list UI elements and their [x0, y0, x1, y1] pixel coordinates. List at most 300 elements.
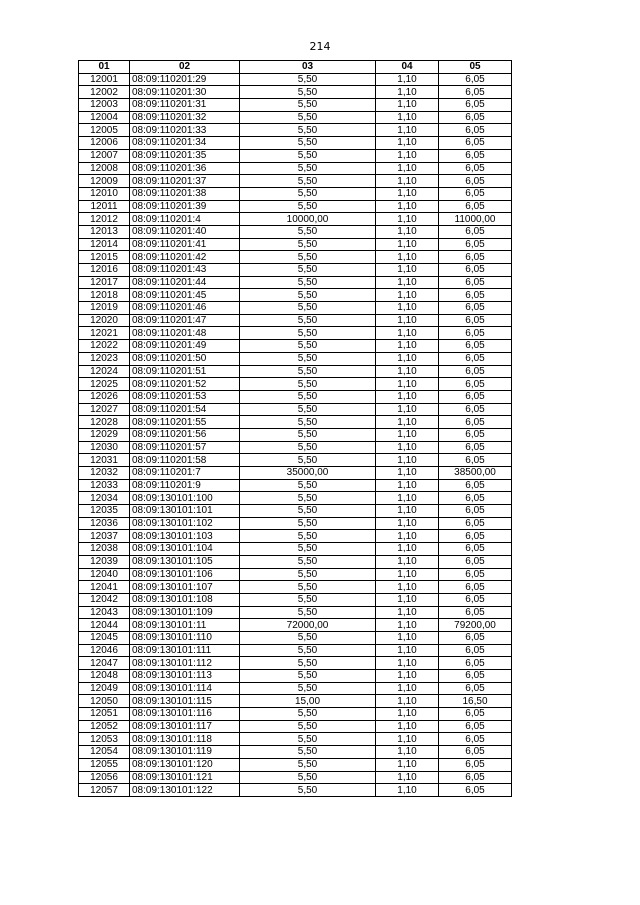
coefficient-cell: 1,10 — [376, 149, 439, 162]
total-cell: 6,05 — [439, 162, 512, 175]
coefficient-cell: 1,10 — [376, 644, 439, 657]
coefficient-cell: 1,10 — [376, 251, 439, 264]
coefficient-cell: 1,10 — [376, 517, 439, 530]
row-number-cell: 12022 — [79, 340, 130, 353]
cadastral-number-cell: 08:09:110201:50 — [130, 352, 240, 365]
row-number-cell: 12026 — [79, 390, 130, 403]
coefficient-cell: 1,10 — [376, 86, 439, 99]
row-number-cell: 12016 — [79, 264, 130, 277]
row-number-cell: 12020 — [79, 314, 130, 327]
value-cell: 5,50 — [240, 365, 376, 378]
table-row — [79, 720, 512, 733]
total-cell: 6,05 — [439, 73, 512, 86]
column-header-01: 01 — [79, 61, 130, 74]
table-row — [79, 555, 512, 568]
row-number-cell: 12041 — [79, 581, 130, 594]
value-cell: 5,50 — [240, 162, 376, 175]
cadastral-number-cell: 08:09:110201:57 — [130, 441, 240, 454]
table-row — [79, 390, 512, 403]
total-cell: 6,05 — [439, 568, 512, 581]
table-row — [79, 365, 512, 378]
total-cell: 6,05 — [439, 340, 512, 353]
row-number-cell: 12027 — [79, 403, 130, 416]
total-cell: 6,05 — [439, 416, 512, 429]
value-cell: 5,50 — [240, 149, 376, 162]
row-number-cell: 12001 — [79, 73, 130, 86]
total-cell: 6,05 — [439, 505, 512, 518]
table-row — [79, 302, 512, 315]
table-row — [79, 746, 512, 759]
row-number-cell: 12013 — [79, 225, 130, 238]
table-row — [79, 200, 512, 213]
row-number-cell: 12004 — [79, 111, 130, 124]
row-number-cell: 12050 — [79, 695, 130, 708]
coefficient-cell: 1,10 — [376, 454, 439, 467]
cadastral-number-cell: 08:09:110201:45 — [130, 289, 240, 302]
coefficient-cell: 1,10 — [376, 428, 439, 441]
total-cell: 6,05 — [439, 581, 512, 594]
value-cell: 5,50 — [240, 505, 376, 518]
coefficient-cell: 1,10 — [376, 670, 439, 683]
value-cell: 5,50 — [240, 238, 376, 251]
value-cell: 5,50 — [240, 720, 376, 733]
row-number-cell: 12038 — [79, 543, 130, 556]
coefficient-cell: 1,10 — [376, 606, 439, 619]
coefficient-cell: 1,10 — [376, 784, 439, 797]
coefficient-cell: 1,10 — [376, 99, 439, 112]
cadastral-number-cell: 08:09:110201:4 — [130, 213, 240, 226]
table-row — [79, 467, 512, 480]
value-cell: 5,50 — [240, 568, 376, 581]
row-number-cell: 12007 — [79, 149, 130, 162]
table-row — [79, 289, 512, 302]
value-cell: 72000,00 — [240, 619, 376, 632]
value-cell: 5,50 — [240, 276, 376, 289]
cadastral-number-cell: 08:09:110201:30 — [130, 86, 240, 99]
value-cell: 5,50 — [240, 352, 376, 365]
value-cell: 5,50 — [240, 657, 376, 670]
cadastral-number-cell: 08:09:130101:112 — [130, 657, 240, 670]
table-row — [79, 479, 512, 492]
total-cell: 6,05 — [439, 200, 512, 213]
table-row — [79, 124, 512, 137]
row-number-cell: 12032 — [79, 467, 130, 480]
cadastral-number-cell: 08:09:130101:118 — [130, 733, 240, 746]
total-cell: 6,05 — [439, 289, 512, 302]
table-row — [79, 441, 512, 454]
table-row — [79, 670, 512, 683]
row-number-cell: 12010 — [79, 187, 130, 200]
row-number-cell: 12030 — [79, 441, 130, 454]
total-cell: 6,05 — [439, 111, 512, 124]
coefficient-cell: 1,10 — [376, 467, 439, 480]
row-number-cell: 12042 — [79, 593, 130, 606]
cadastral-number-cell: 08:09:110201:40 — [130, 225, 240, 238]
total-cell: 6,05 — [439, 86, 512, 99]
coefficient-cell: 1,10 — [376, 733, 439, 746]
cadastral-number-cell: 08:09:130101:103 — [130, 530, 240, 543]
value-cell: 5,50 — [240, 73, 376, 86]
table-row — [79, 708, 512, 721]
row-number-cell: 12033 — [79, 479, 130, 492]
total-cell: 6,05 — [439, 631, 512, 644]
table-row — [79, 73, 512, 86]
table-row — [79, 187, 512, 200]
row-number-cell: 12054 — [79, 746, 130, 759]
cadastral-number-cell: 08:09:110201:37 — [130, 175, 240, 188]
coefficient-cell: 1,10 — [376, 390, 439, 403]
row-number-cell: 12036 — [79, 517, 130, 530]
coefficient-cell: 1,10 — [376, 403, 439, 416]
total-cell: 6,05 — [439, 784, 512, 797]
cadastral-number-cell: 08:09:110201:52 — [130, 378, 240, 391]
coefficient-cell: 1,10 — [376, 276, 439, 289]
total-cell: 6,05 — [439, 543, 512, 556]
total-cell: 6,05 — [439, 251, 512, 264]
row-number-cell: 12037 — [79, 530, 130, 543]
total-cell: 6,05 — [439, 644, 512, 657]
coefficient-cell: 1,10 — [376, 505, 439, 518]
total-cell: 6,05 — [439, 187, 512, 200]
value-cell: 5,50 — [240, 99, 376, 112]
cadastral-number-cell: 08:09:130101:111 — [130, 644, 240, 657]
table-row — [79, 251, 512, 264]
cadastral-number-cell: 08:09:130101:113 — [130, 670, 240, 683]
cadastral-number-cell: 08:09:110201:47 — [130, 314, 240, 327]
table-row — [79, 492, 512, 505]
coefficient-cell: 1,10 — [376, 340, 439, 353]
coefficient-cell: 1,10 — [376, 352, 439, 365]
total-cell: 6,05 — [439, 99, 512, 112]
value-cell: 5,50 — [240, 708, 376, 721]
row-number-cell: 12055 — [79, 758, 130, 771]
value-cell: 5,50 — [240, 137, 376, 150]
coefficient-cell: 1,10 — [376, 682, 439, 695]
row-number-cell: 12011 — [79, 200, 130, 213]
cadastral-number-cell: 08:09:110201:29 — [130, 73, 240, 86]
total-cell: 6,05 — [439, 593, 512, 606]
table-row — [79, 568, 512, 581]
table-row — [79, 352, 512, 365]
coefficient-cell: 1,10 — [376, 124, 439, 137]
row-number-cell: 12015 — [79, 251, 130, 264]
table-row — [79, 619, 512, 632]
coefficient-cell: 1,10 — [376, 758, 439, 771]
row-number-cell: 12049 — [79, 682, 130, 695]
table-row — [79, 581, 512, 594]
value-cell: 5,50 — [240, 200, 376, 213]
cadastral-number-cell: 08:09:110201:43 — [130, 264, 240, 277]
cadastral-number-cell: 08:09:110201:44 — [130, 276, 240, 289]
total-cell: 6,05 — [439, 378, 512, 391]
total-cell: 6,05 — [439, 238, 512, 251]
row-number-cell: 12006 — [79, 137, 130, 150]
row-number-cell: 12056 — [79, 771, 130, 784]
coefficient-cell: 1,10 — [376, 289, 439, 302]
value-cell: 5,50 — [240, 644, 376, 657]
value-cell: 5,50 — [240, 784, 376, 797]
value-cell: 5,50 — [240, 378, 376, 391]
coefficient-cell: 1,10 — [376, 708, 439, 721]
row-number-cell: 12009 — [79, 175, 130, 188]
value-cell: 5,50 — [240, 86, 376, 99]
coefficient-cell: 1,10 — [376, 695, 439, 708]
coefficient-cell: 1,10 — [376, 365, 439, 378]
table-row — [79, 378, 512, 391]
row-number-cell: 12008 — [79, 162, 130, 175]
total-cell: 6,05 — [439, 137, 512, 150]
data-table — [78, 60, 512, 797]
value-cell: 5,50 — [240, 771, 376, 784]
total-cell: 6,05 — [439, 758, 512, 771]
table-row — [79, 695, 512, 708]
cadastral-number-cell: 08:09:130101:120 — [130, 758, 240, 771]
cadastral-number-cell: 08:09:110201:58 — [130, 454, 240, 467]
table-row — [79, 657, 512, 670]
table-row — [79, 99, 512, 112]
table-row — [79, 403, 512, 416]
row-number-cell: 12051 — [79, 708, 130, 721]
cadastral-number-cell: 08:09:130101:106 — [130, 568, 240, 581]
value-cell: 5,50 — [240, 593, 376, 606]
row-number-cell: 12019 — [79, 302, 130, 315]
value-cell: 5,50 — [240, 403, 376, 416]
cadastral-number-cell: 08:09:110201:35 — [130, 149, 240, 162]
cadastral-number-cell: 08:09:110201:31 — [130, 99, 240, 112]
table-row — [79, 644, 512, 657]
cadastral-number-cell: 08:09:110201:55 — [130, 416, 240, 429]
value-cell: 5,50 — [240, 175, 376, 188]
cadastral-number-cell: 08:09:110201:49 — [130, 340, 240, 353]
total-cell: 6,05 — [439, 670, 512, 683]
row-number-cell: 12003 — [79, 99, 130, 112]
row-number-cell: 12039 — [79, 555, 130, 568]
row-number-cell: 12012 — [79, 213, 130, 226]
total-cell: 6,05 — [439, 606, 512, 619]
cadastral-number-cell: 08:09:110201:32 — [130, 111, 240, 124]
table-row — [79, 543, 512, 556]
cadastral-number-cell: 08:09:110201:48 — [130, 327, 240, 340]
cadastral-number-cell: 08:09:110201:46 — [130, 302, 240, 315]
column-header-03: 03 — [240, 61, 376, 74]
total-cell: 6,05 — [439, 530, 512, 543]
total-cell: 6,05 — [439, 708, 512, 721]
table-body — [79, 73, 512, 796]
page-number: 214 — [309, 40, 331, 53]
row-number-cell: 12021 — [79, 327, 130, 340]
coefficient-cell: 1,10 — [376, 619, 439, 632]
cadastral-number-cell: 08:09:110201:53 — [130, 390, 240, 403]
table-row — [79, 682, 512, 695]
table-row — [79, 631, 512, 644]
total-cell: 6,05 — [439, 124, 512, 137]
table-row — [79, 454, 512, 467]
coefficient-cell: 1,10 — [376, 302, 439, 315]
row-number-cell: 12045 — [79, 631, 130, 644]
total-cell: 6,05 — [439, 225, 512, 238]
cadastral-number-cell: 08:09:130101:105 — [130, 555, 240, 568]
value-cell: 5,50 — [240, 340, 376, 353]
cadastral-number-cell: 08:09:130101:109 — [130, 606, 240, 619]
cadastral-number-cell: 08:09:130101:100 — [130, 492, 240, 505]
value-cell: 5,50 — [240, 631, 376, 644]
total-cell: 38500,00 — [439, 467, 512, 480]
total-cell: 6,05 — [439, 390, 512, 403]
total-cell: 6,05 — [439, 365, 512, 378]
value-cell: 5,50 — [240, 670, 376, 683]
coefficient-cell: 1,10 — [376, 378, 439, 391]
total-cell: 6,05 — [439, 657, 512, 670]
table-row — [79, 225, 512, 238]
table-row — [79, 264, 512, 277]
coefficient-cell: 1,10 — [376, 631, 439, 644]
row-number-cell: 12048 — [79, 670, 130, 683]
table-row — [79, 733, 512, 746]
cadastral-number-cell: 08:09:130101:116 — [130, 708, 240, 721]
table-row — [79, 175, 512, 188]
table-row — [79, 327, 512, 340]
cadastral-number-cell: 08:09:110201:38 — [130, 187, 240, 200]
coefficient-cell: 1,10 — [376, 581, 439, 594]
value-cell: 10000,00 — [240, 213, 376, 226]
total-cell: 6,05 — [439, 175, 512, 188]
coefficient-cell: 1,10 — [376, 479, 439, 492]
value-cell: 5,50 — [240, 289, 376, 302]
row-number-cell: 12052 — [79, 720, 130, 733]
cadastral-number-cell: 08:09:110201:7 — [130, 467, 240, 480]
cadastral-number-cell: 08:09:130101:121 — [130, 771, 240, 784]
row-number-cell: 12043 — [79, 606, 130, 619]
total-cell: 6,05 — [439, 733, 512, 746]
coefficient-cell: 1,10 — [376, 187, 439, 200]
table-row — [79, 276, 512, 289]
total-cell: 6,05 — [439, 149, 512, 162]
coefficient-cell: 1,10 — [376, 593, 439, 606]
value-cell: 5,50 — [240, 111, 376, 124]
total-cell: 6,05 — [439, 479, 512, 492]
coefficient-cell: 1,10 — [376, 543, 439, 556]
cadastral-number-cell: 08:09:130101:122 — [130, 784, 240, 797]
table-row — [79, 162, 512, 175]
table-row — [79, 517, 512, 530]
total-cell: 6,05 — [439, 276, 512, 289]
total-cell: 11000,00 — [439, 213, 512, 226]
total-cell: 6,05 — [439, 302, 512, 315]
value-cell: 5,50 — [240, 187, 376, 200]
coefficient-cell: 1,10 — [376, 225, 439, 238]
coefficient-cell: 1,10 — [376, 200, 439, 213]
cadastral-number-cell: 08:09:130101:115 — [130, 695, 240, 708]
header-row — [79, 61, 512, 74]
value-cell: 5,50 — [240, 225, 376, 238]
value-cell: 5,50 — [240, 682, 376, 695]
cadastral-number-cell: 08:09:130101:119 — [130, 746, 240, 759]
total-cell: 6,05 — [439, 682, 512, 695]
row-number-cell: 12018 — [79, 289, 130, 302]
total-cell: 6,05 — [439, 264, 512, 277]
value-cell: 5,50 — [240, 555, 376, 568]
value-cell: 35000,00 — [240, 467, 376, 480]
total-cell: 6,05 — [439, 746, 512, 759]
total-cell: 6,05 — [439, 517, 512, 530]
table-row — [79, 314, 512, 327]
value-cell: 5,50 — [240, 758, 376, 771]
row-number-cell: 12017 — [79, 276, 130, 289]
cadastral-number-cell: 08:09:110201:39 — [130, 200, 240, 213]
total-cell: 16,50 — [439, 695, 512, 708]
coefficient-cell: 1,10 — [376, 492, 439, 505]
coefficient-cell: 1,10 — [376, 441, 439, 454]
row-number-cell: 12031 — [79, 454, 130, 467]
table-row — [79, 111, 512, 124]
row-number-cell: 12034 — [79, 492, 130, 505]
column-header-04: 04 — [376, 61, 439, 74]
total-cell: 6,05 — [439, 314, 512, 327]
value-cell: 5,50 — [240, 454, 376, 467]
value-cell: 5,50 — [240, 264, 376, 277]
coefficient-cell: 1,10 — [376, 657, 439, 670]
cadastral-number-cell: 08:09:110201:56 — [130, 428, 240, 441]
total-cell: 6,05 — [439, 441, 512, 454]
row-number-cell: 12024 — [79, 365, 130, 378]
table-row — [79, 771, 512, 784]
row-number-cell: 12023 — [79, 352, 130, 365]
total-cell: 6,05 — [439, 428, 512, 441]
cadastral-number-cell: 08:09:130101:117 — [130, 720, 240, 733]
coefficient-cell: 1,10 — [376, 213, 439, 226]
table-row — [79, 149, 512, 162]
value-cell: 5,50 — [240, 428, 376, 441]
value-cell: 5,50 — [240, 302, 376, 315]
total-cell: 6,05 — [439, 555, 512, 568]
cadastral-number-cell: 08:09:110201:36 — [130, 162, 240, 175]
cadastral-number-cell: 08:09:130101:107 — [130, 581, 240, 594]
table-row — [79, 505, 512, 518]
value-cell: 5,50 — [240, 517, 376, 530]
total-cell: 6,05 — [439, 492, 512, 505]
value-cell: 5,50 — [240, 441, 376, 454]
value-cell: 5,50 — [240, 492, 376, 505]
table-row — [79, 530, 512, 543]
cadastral-number-cell: 08:09:130101:110 — [130, 631, 240, 644]
cadastral-number-cell: 08:09:130101:104 — [130, 543, 240, 556]
row-number-cell: 12047 — [79, 657, 130, 670]
value-cell: 5,50 — [240, 733, 376, 746]
coefficient-cell: 1,10 — [376, 264, 439, 277]
table-row — [79, 593, 512, 606]
row-number-cell: 12035 — [79, 505, 130, 518]
cadastral-number-cell: 08:09:110201:33 — [130, 124, 240, 137]
cadastral-number-cell: 08:09:110201:54 — [130, 403, 240, 416]
table-row — [79, 238, 512, 251]
value-cell: 5,50 — [240, 314, 376, 327]
value-cell: 5,50 — [240, 530, 376, 543]
table-row — [79, 428, 512, 441]
cadastral-number-cell: 08:09:130101:108 — [130, 593, 240, 606]
row-number-cell: 12028 — [79, 416, 130, 429]
row-number-cell: 12002 — [79, 86, 130, 99]
total-cell: 6,05 — [439, 403, 512, 416]
cadastral-number-cell: 08:09:110201:34 — [130, 137, 240, 150]
row-number-cell: 12046 — [79, 644, 130, 657]
cadastral-number-cell: 08:09:110201:51 — [130, 365, 240, 378]
coefficient-cell: 1,10 — [376, 73, 439, 86]
column-header-05: 05 — [439, 61, 512, 74]
table-row — [79, 213, 512, 226]
coefficient-cell: 1,10 — [376, 568, 439, 581]
total-cell: 6,05 — [439, 771, 512, 784]
row-number-cell: 12057 — [79, 784, 130, 797]
